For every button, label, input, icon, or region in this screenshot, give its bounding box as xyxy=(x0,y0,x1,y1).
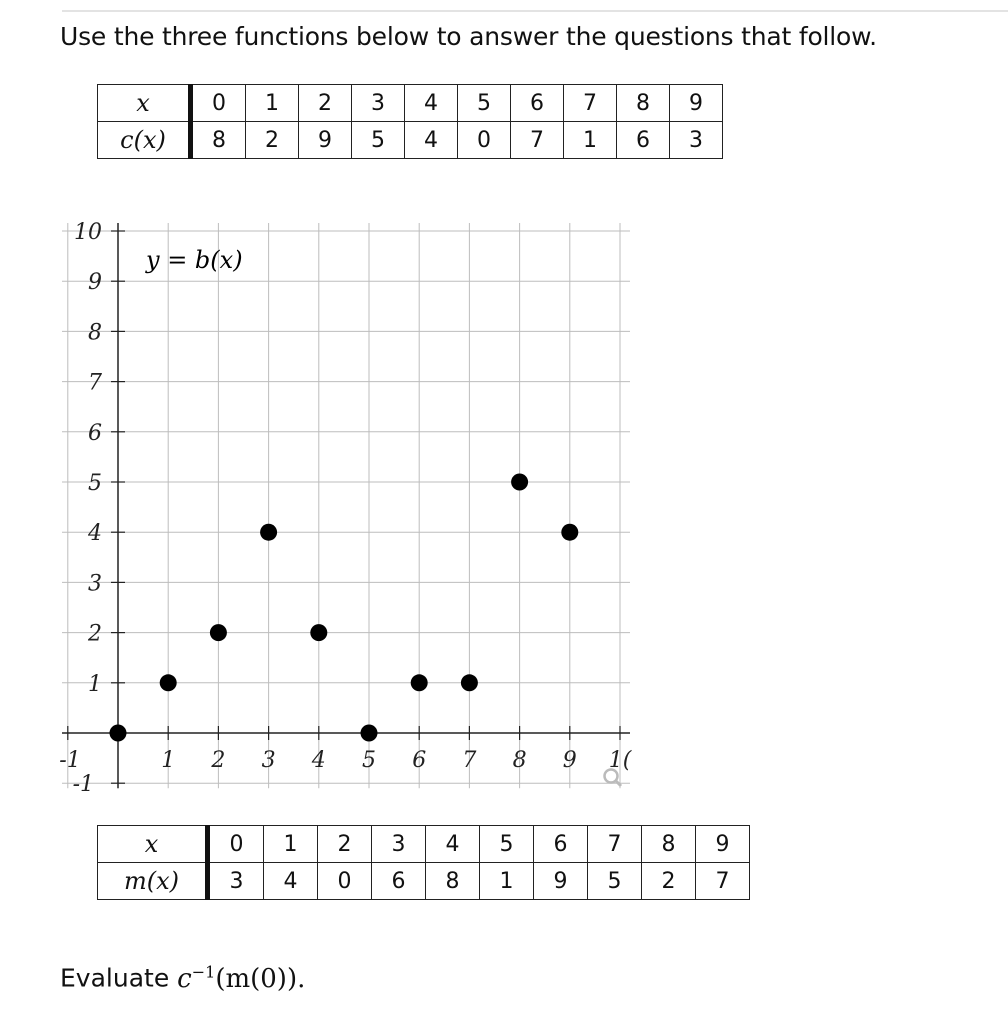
data-point xyxy=(310,624,327,641)
c-table-f-header: c(x) xyxy=(98,122,191,159)
m-table-x-cell: 7 xyxy=(588,826,642,863)
y-tick-label: 8 xyxy=(88,320,102,346)
data-point xyxy=(411,674,428,691)
c-table-value-cell: 2 xyxy=(246,122,299,159)
prompt-lead: Evaluate xyxy=(60,963,178,993)
prompt-func: c xyxy=(177,963,192,994)
c-table-x-cell: 6 xyxy=(511,85,564,122)
c-table-x-cell: 4 xyxy=(405,85,458,122)
top-divider xyxy=(62,10,1008,12)
y-tick-label: -1 xyxy=(72,772,94,798)
c-function-table xyxy=(97,84,723,159)
m-table-value-cell: 5 xyxy=(588,863,642,900)
grid-lines xyxy=(62,223,630,788)
m-table-x-cell: 1 xyxy=(264,826,318,863)
c-table-x-cell: 3 xyxy=(352,85,405,122)
prompt-end: . xyxy=(297,963,306,994)
m-table-value-cell: 7 xyxy=(696,863,750,900)
data-point xyxy=(260,524,277,541)
c-table-value-cell: 3 xyxy=(670,122,723,159)
y-tick-label: 6 xyxy=(88,420,102,446)
y-tick-label: 9 xyxy=(88,270,102,296)
m-table-value-cell: 8 xyxy=(426,863,480,900)
c-table-y-row xyxy=(98,122,723,159)
prompt-exponent: −1 xyxy=(191,962,216,981)
x-tick-labels xyxy=(59,748,631,773)
m-table-x-cell: 4 xyxy=(426,826,480,863)
x-tick-label: 5 xyxy=(362,748,376,773)
x-tick-label: -1 xyxy=(59,748,81,773)
c-table-value-cell: 8 xyxy=(191,122,246,159)
prompt-argument: (m(0)) xyxy=(215,963,298,994)
x-tick-label: 1( xyxy=(608,748,632,773)
data-point xyxy=(160,674,177,691)
c-table-x-header: x xyxy=(98,85,191,122)
y-tick-label: 10 xyxy=(74,220,102,245)
data-point xyxy=(461,674,478,691)
graph-title: y = b(x) xyxy=(146,246,243,274)
c-table-value-cell: 7 xyxy=(511,122,564,159)
m-table-x-cell: 9 xyxy=(696,826,750,863)
data-point xyxy=(110,725,127,742)
x-tick-label: 3 xyxy=(261,748,276,773)
axes xyxy=(62,223,630,788)
m-table-value-cell: 4 xyxy=(264,863,318,900)
data-point xyxy=(511,474,528,491)
c-table-value-cell: 1 xyxy=(564,122,617,159)
c-table-x-cell: 8 xyxy=(617,85,670,122)
m-table-x-cell: 2 xyxy=(318,826,372,863)
c-table-value-cell: 9 xyxy=(299,122,352,159)
y-tick-label: 4 xyxy=(88,521,102,547)
y-tick-label: 1 xyxy=(88,671,102,697)
m-table-value-cell: 9 xyxy=(534,863,588,900)
y-tick-label: 2 xyxy=(88,621,102,647)
m-table-value-cell: 2 xyxy=(642,863,696,900)
x-tick-label: 2 xyxy=(211,748,226,773)
c-table-value-cell: 5 xyxy=(352,122,405,159)
c-table-x-row xyxy=(98,85,723,122)
c-table-x-cell: 1 xyxy=(246,85,299,122)
m-table-value-cell: 0 xyxy=(318,863,372,900)
m-table-x-cell: 5 xyxy=(480,826,534,863)
c-table-x-cell: 9 xyxy=(670,85,723,122)
data-point xyxy=(361,725,378,742)
m-table-x-cell: 0 xyxy=(208,826,264,863)
c-table-value-cell: 6 xyxy=(617,122,670,159)
x-tick-label: 9 xyxy=(562,748,577,773)
question-prompt xyxy=(60,962,305,994)
m-table-x-row xyxy=(98,826,750,863)
data-point xyxy=(210,624,227,641)
m-table-x-header: x xyxy=(98,826,208,863)
y-tick-label: 3 xyxy=(88,571,102,597)
c-table-x-cell: 0 xyxy=(191,85,246,122)
x-tick-label: 1 xyxy=(161,748,176,773)
m-table-value-cell: 3 xyxy=(208,863,264,900)
m-table-x-cell: 8 xyxy=(642,826,696,863)
c-table-x-cell: 2 xyxy=(299,85,352,122)
intro-text: Use the three functions below to answer the questions that follow. xyxy=(60,22,877,51)
y-tick-label: 7 xyxy=(88,370,102,396)
x-tick-label: 7 xyxy=(462,748,477,773)
x-tick-label: 4 xyxy=(311,748,326,773)
c-table-x-cell: 7 xyxy=(564,85,617,122)
m-function-table xyxy=(97,825,750,900)
m-table-value-cell: 6 xyxy=(372,863,426,900)
m-table-x-cell: 6 xyxy=(534,826,588,863)
c-table-value-cell: 4 xyxy=(405,122,458,159)
m-table-value-cell: 1 xyxy=(480,863,534,900)
m-table-x-cell: 3 xyxy=(372,826,426,863)
data-point xyxy=(561,524,578,541)
data-points xyxy=(110,474,579,742)
m-table-y-row xyxy=(98,863,750,900)
y-tick-label: 5 xyxy=(88,471,102,496)
m-table-f-header: m(x) xyxy=(98,863,208,900)
c-table-x-cell: 5 xyxy=(458,85,511,122)
x-tick-label: 6 xyxy=(412,748,427,773)
b-function-graph xyxy=(0,200,660,800)
c-table-value-cell: 0 xyxy=(458,122,511,159)
x-tick-label: 8 xyxy=(512,748,527,773)
y-tick-labels xyxy=(73,220,102,797)
